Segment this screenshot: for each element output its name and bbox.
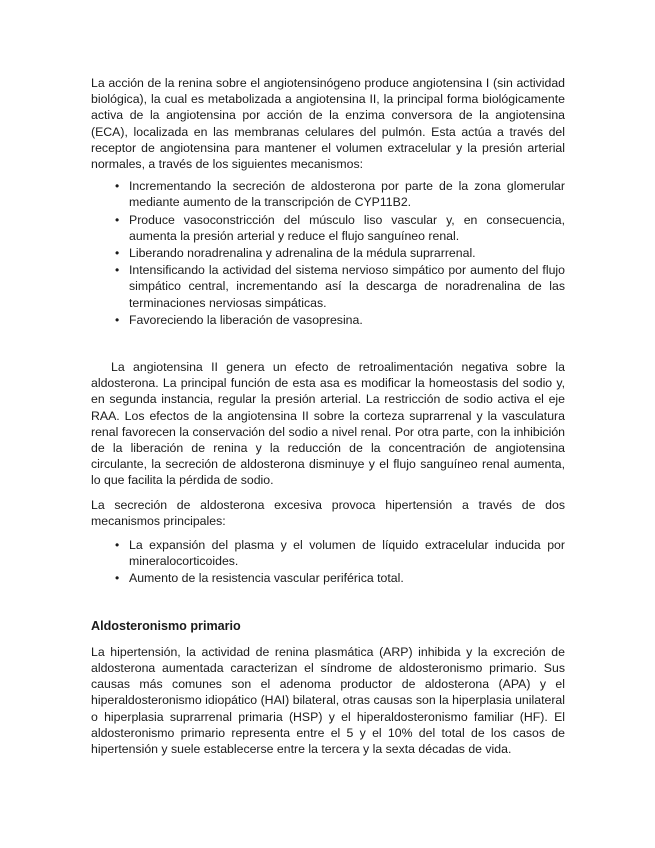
list-item-text: Incrementando la secreción de aldosterona por parte de la zona glomerular mediante aumento de la transcripción de CYP11B2. [129, 179, 565, 210]
paragraph-aldosteronismo-primario: La hipertensión, la actividad de renina plasmática (ARP) inhibida y la excreción de aldosterona aumentada caracterizan el síndrome de aldosteronismo primario. Sus causas más comunes son el adenoma productor de aldosterona (APA) y el hiperaldosteronismo idiopático (HAI) bilateral, otras causas son la hiperplasia unilateral o hiperplasia suprarrenal primaria (HSP) y el hiperaldosteronismo familiar (HF). El aldosteronismo primario representa entre el 5 y el 10% del total de los casos de hipertensión y suele establecerse entre la tercera y la sexta décadas de vida. [91, 644, 565, 756]
list-item [91, 262, 565, 311]
bullet-icon: • [115, 312, 120, 327]
bullet-icon: • [115, 179, 120, 194]
list-item-text: Intensificando la actividad del sistema nervioso simpático por aumento del flujo simpático central, incrementando así la descarga de noradrenalina de las terminaciones nerviosas simpáticas. [129, 263, 565, 310]
hypertension-mechanisms-list [91, 537, 565, 587]
list-item-text: Favoreciendo la liberación de vasopresina. [129, 312, 363, 327]
list-item-text: Aumento de la resistencia vascular periférica total. [129, 571, 404, 586]
list-item-text: Liberando noradrenalina y adrenalina de la médula suprarrenal. [129, 246, 476, 261]
list-item [91, 570, 565, 586]
list-item [91, 312, 565, 328]
paragraph-renina-accion: La acción de la renina sobre el angiotensinógeno produce angiotensina I (sin actividad biológica), la cual es metabolizada a angiotensina II, la principal forma biológicamente activa de la angiotensina por acción de la enzima conversora de la angiotensina (ECA), localizada en las membranas celulares del pulmón. Esta actúa a través del receptor de angiotensina para mantener el volumen extracelular y la presión arterial normales, a través de los siguientes mecanismos: [91, 76, 565, 172]
bullet-icon: • [115, 538, 120, 553]
bullet-icon: • [115, 571, 120, 586]
list-item [91, 537, 565, 569]
list-item-text: Produce vasoconstricción del músculo liso vascular y, en consecuencia, aumenta la presión arterial y reduce el flujo sanguíneo renal. [129, 212, 565, 243]
paragraph-secrecion-aldosterona: La secreción de aldosterona excesiva provoca hipertensión a través de dos mecanismos principales: [91, 497, 565, 528]
list-item [91, 245, 565, 261]
bullet-icon: • [115, 263, 120, 278]
bullet-icon: • [115, 212, 120, 227]
bullet-icon: • [115, 246, 120, 261]
list-item-text: La expansión del plasma y el volumen de líquido extracelular inducida por mineralocorticoides. [129, 538, 565, 569]
document-page [91, 75, 565, 757]
list-item [91, 212, 565, 244]
section-heading: Aldosteronismo primario [91, 618, 241, 633]
list-item [91, 178, 565, 210]
paragraph-angiotensina-retroalimentacion: La angiotensina II genera un efecto de retroalimentación negativa sobre la aldosterona. La principal función de esta asa es modificar la homeostasis del sodio y, en segunda instancia, regular la presión arterial. La restricción de sodio activa el eje RAA. Los efectos de la angiotensina II sobre la corteza suprarrenal y la vasculatura renal favorecen la conservación del sodio a nivel renal. Por otra parte, con la inhibición de la liberación de renina y la reducción de la concentración de angiotensina circulante, la secreción de aldosterona disminuye y el flujo sanguíneo renal aumenta, lo que facilita la pérdida de sodio. [91, 360, 565, 488]
mechanisms-list [91, 178, 565, 328]
